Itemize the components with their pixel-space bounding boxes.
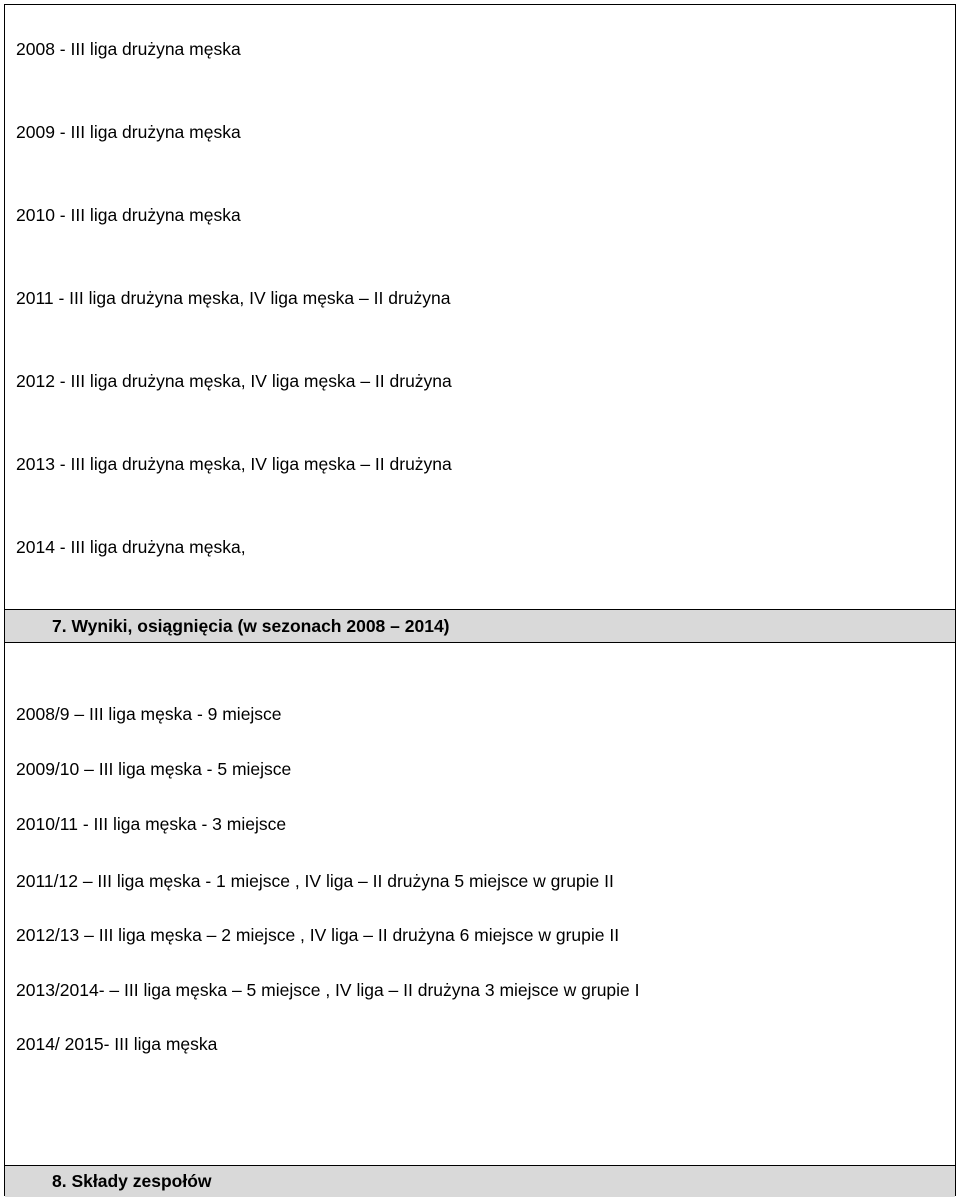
results-cell <box>5 643 955 1165</box>
results-line: 2011/12 – III liga męska - 1 miejsce , IV liga – II drużyna 5 miejsce w grupie II <box>16 871 614 891</box>
league-history-line: 2009 - III liga drużyna męska <box>16 122 241 142</box>
league-history-line: 2012 - III liga drużyna męska, IV liga męska – II drużyna <box>16 371 452 391</box>
league-history-line: 2008 - III liga drużyna męska <box>16 39 241 59</box>
league-history-line: 2010 - III liga drużyna męska <box>16 205 241 225</box>
league-history-line: 2011 - III liga drużyna męska, IV liga męska – II drużyna <box>16 288 451 308</box>
results-line: 2014/ 2015- III liga męska <box>16 1034 218 1054</box>
results-line: 2008/9 – III liga męska - 9 miejsce <box>16 704 282 724</box>
results-line: 2009/10 – III liga męska - 5 miejsce <box>16 759 292 779</box>
document-table <box>4 4 956 1196</box>
section-8-title: 8. Składy zespołów <box>52 1171 212 1191</box>
league-history-line: 2013 - III liga drużyna męska, IV liga męska – II drużyna <box>16 454 452 474</box>
results-line: 2012/13 – III liga męska – 2 miejsce , IV liga – II drużyna 6 miejsce w grupie II <box>16 925 620 945</box>
league-history-cell <box>5 5 955 609</box>
section-8-header <box>5 1165 955 1197</box>
results-line: 2013/2014- – III liga męska – 5 miejsce , IV liga – II drużyna 3 miejsce w grupie I <box>16 980 640 1000</box>
league-history-line: 2014 - III liga drużyna męska, <box>16 537 246 557</box>
section-7-title: 7. Wyniki, osiągnięcia (w sezonach 2008 – 2014) <box>52 616 450 636</box>
section-7-header <box>5 609 955 643</box>
results-line: 2010/11 - III liga męska - 3 miejsce <box>16 814 287 834</box>
